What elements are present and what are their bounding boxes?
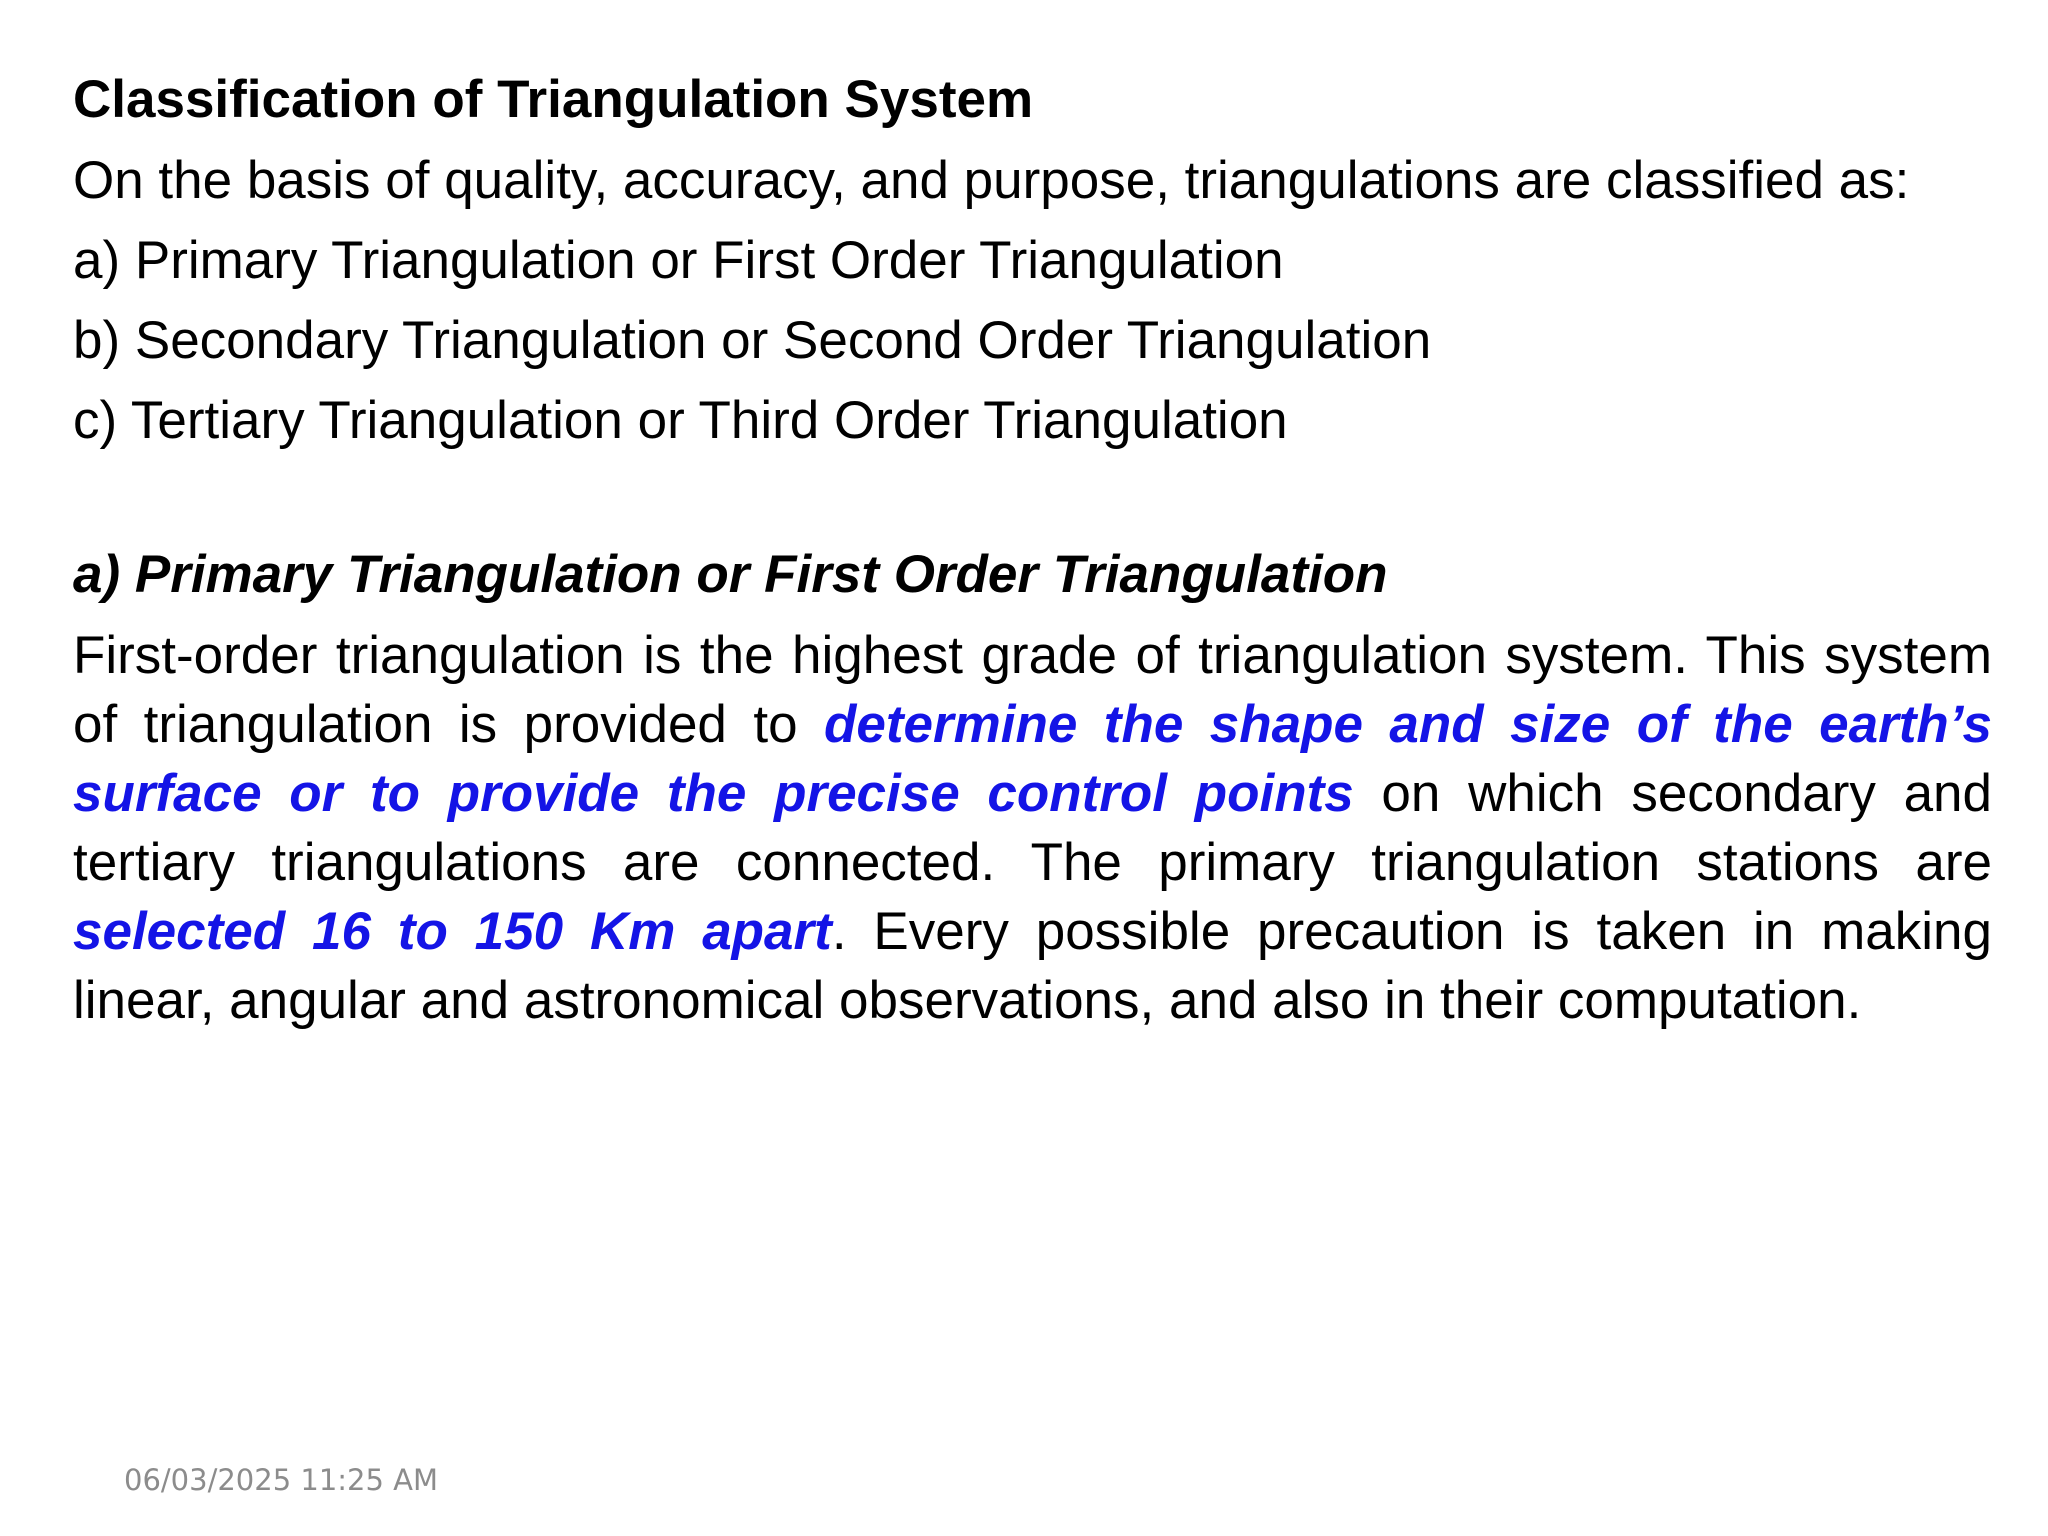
intro-text: On the basis of quality, accuracy, and purpose, triangulations are classified as: <box>73 151 1910 210</box>
slide-content <box>73 66 1992 1035</box>
paragraph-text: on which secondary and tertiary triangulations are connected. The primary triangulation stations are <box>73 764 1992 892</box>
highlighted-text: determine the shape and size of the earth’s surface or to provide the precise control points <box>73 695 1992 823</box>
classification-list <box>73 226 1992 455</box>
list-item: a) Primary Triangulation or First Order Triangulation <box>73 231 1284 290</box>
slide-heading: Classification of Triangulation System <box>73 70 1034 129</box>
highlighted-text: selected 16 to 150 Km apart <box>73 902 832 961</box>
description-paragraph <box>73 621 1992 1035</box>
paragraph-text: . Every possible precaution is taken in making linear, angular and astronomical observations, and also in their computation. <box>73 902 1992 1030</box>
list-item: c) Tertiary Triangulation or Third Order Triangulation <box>73 391 1288 450</box>
list-item: b) Secondary Triangulation or Second Order Triangulation <box>73 311 1432 370</box>
section-subheading: a) Primary Triangulation or First Order Triangulation <box>73 545 1388 604</box>
footer-date: 06/03/2025 11:25 AM <box>124 1463 439 1497</box>
paragraph-text: First-order triangulation is the highest grade of triangulation system. This system of triangulation is provided to <box>73 626 1992 754</box>
